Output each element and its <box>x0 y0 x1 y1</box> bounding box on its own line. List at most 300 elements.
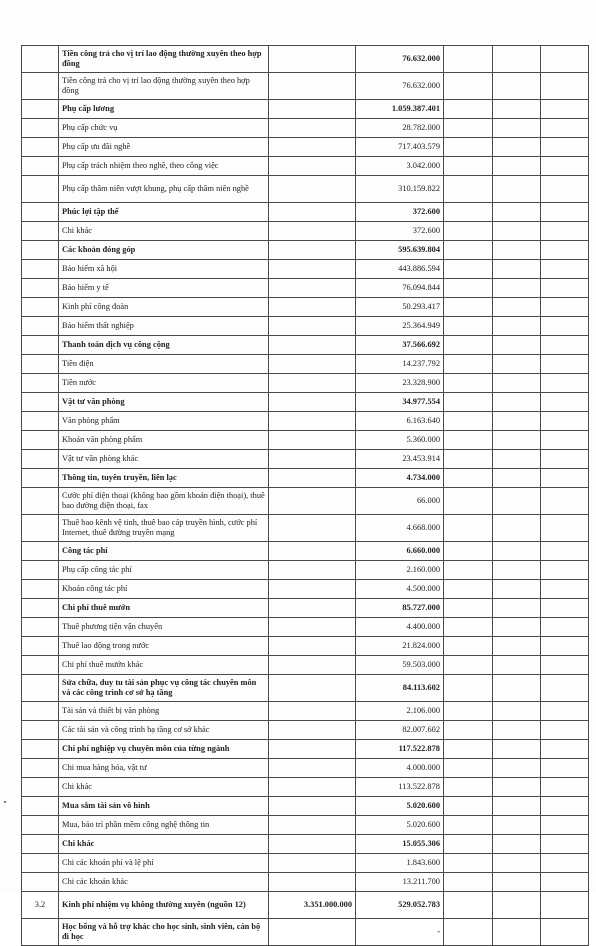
row-number-cell <box>22 138 59 157</box>
item-label-cell: Bảo hiểm xã hội <box>59 260 269 279</box>
row-number-cell <box>22 797 59 816</box>
empty-cell <box>493 892 541 919</box>
empty-cell <box>541 393 589 412</box>
empty-cell <box>541 542 589 561</box>
empty-cell <box>541 241 589 260</box>
empty-cell <box>444 222 493 241</box>
plan-amount-cell <box>269 203 356 222</box>
plan-amount-cell <box>269 488 356 515</box>
row-number-cell <box>22 919 59 946</box>
actual-amount-cell: 4.734.000 <box>356 469 444 488</box>
empty-cell <box>541 759 589 778</box>
actual-amount-cell: 717.403.579 <box>356 138 444 157</box>
empty-cell <box>541 450 589 469</box>
row-number-cell <box>22 203 59 222</box>
empty-cell <box>493 222 541 241</box>
empty-cell <box>493 469 541 488</box>
empty-cell <box>541 176 589 203</box>
empty-cell <box>444 778 493 797</box>
table-row <box>22 412 589 431</box>
empty-cell <box>444 702 493 721</box>
empty-cell <box>444 138 493 157</box>
empty-cell <box>493 721 541 740</box>
row-number-cell <box>22 580 59 599</box>
empty-cell <box>541 336 589 355</box>
plan-amount-cell <box>269 450 356 469</box>
plan-amount-cell <box>269 702 356 721</box>
actual-amount-cell: 2.106.000 <box>356 702 444 721</box>
plan-amount-cell <box>269 157 356 176</box>
table-row <box>22 46 589 73</box>
empty-cell <box>444 317 493 336</box>
empty-cell <box>444 393 493 412</box>
item-label-cell: Văn phòng phẩm <box>59 412 269 431</box>
actual-amount-cell: 84.113.602 <box>356 675 444 702</box>
plan-amount-cell <box>269 336 356 355</box>
empty-cell <box>444 816 493 835</box>
empty-cell <box>493 637 541 656</box>
actual-amount-cell: 595.639.804 <box>356 241 444 260</box>
item-label-cell: Chi các khoản phí và lệ phí <box>59 854 269 873</box>
empty-cell <box>444 46 493 73</box>
empty-cell <box>444 721 493 740</box>
plan-amount-cell <box>269 222 356 241</box>
table-row <box>22 222 589 241</box>
table-row <box>22 675 589 702</box>
table-row <box>22 336 589 355</box>
item-label-cell: Chi mua hàng hóa, vật tư <box>59 759 269 778</box>
empty-cell <box>541 656 589 675</box>
row-number-cell <box>22 450 59 469</box>
empty-cell <box>444 797 493 816</box>
empty-cell <box>493 816 541 835</box>
empty-cell <box>493 797 541 816</box>
plan-amount-cell <box>269 298 356 317</box>
actual-amount-cell: 85.727.000 <box>356 599 444 618</box>
table-row <box>22 176 589 203</box>
row-number-cell <box>22 637 59 656</box>
row-number-cell <box>22 656 59 675</box>
empty-cell <box>541 561 589 580</box>
empty-cell <box>493 412 541 431</box>
item-label-cell: Chi phí nghiệp vụ chuyên môn của từng ngành <box>59 740 269 759</box>
actual-amount-cell: 443.886.594 <box>356 260 444 279</box>
plan-amount-cell <box>269 73 356 100</box>
empty-cell <box>493 203 541 222</box>
table-row <box>22 740 589 759</box>
item-label-cell: Chi khác <box>59 778 269 797</box>
row-number-cell <box>22 721 59 740</box>
table-row <box>22 778 589 797</box>
item-label-cell: Tiền công trả cho vị trí lao động thường xuyên theo hợp đồng <box>59 46 269 73</box>
empty-cell <box>493 119 541 138</box>
empty-cell <box>444 260 493 279</box>
table-row <box>22 73 589 100</box>
empty-cell <box>444 515 493 542</box>
plan-amount-cell <box>269 656 356 675</box>
empty-cell <box>444 336 493 355</box>
row-number-cell <box>22 317 59 336</box>
item-label-cell: Các khoản đóng góp <box>59 241 269 260</box>
budget-table-body <box>22 46 589 946</box>
empty-cell <box>541 637 589 656</box>
empty-cell <box>493 355 541 374</box>
empty-cell <box>493 336 541 355</box>
empty-cell <box>444 241 493 260</box>
item-label-cell: Tài sản và thiết bị văn phòng <box>59 702 269 721</box>
actual-amount-cell: 310.159.822 <box>356 176 444 203</box>
empty-cell <box>493 919 541 946</box>
empty-cell <box>493 656 541 675</box>
table-row <box>22 157 589 176</box>
table-row <box>22 637 589 656</box>
empty-cell <box>493 873 541 892</box>
table-row <box>22 279 589 298</box>
empty-cell <box>493 778 541 797</box>
plan-amount-cell <box>269 675 356 702</box>
row-number-cell <box>22 241 59 260</box>
empty-cell <box>493 542 541 561</box>
plan-amount-cell <box>269 241 356 260</box>
plan-amount-cell <box>269 835 356 854</box>
row-number-cell <box>22 100 59 119</box>
empty-cell <box>444 100 493 119</box>
table-row <box>22 393 589 412</box>
empty-cell <box>493 580 541 599</box>
table-row <box>22 656 589 675</box>
empty-cell <box>541 873 589 892</box>
plan-amount-cell <box>269 100 356 119</box>
empty-cell <box>444 873 493 892</box>
table-row <box>22 854 589 873</box>
empty-cell <box>444 835 493 854</box>
empty-cell <box>493 138 541 157</box>
empty-cell <box>444 599 493 618</box>
actual-amount-cell: 1.059.387.401 <box>356 100 444 119</box>
actual-amount-cell: 15.055.306 <box>356 835 444 854</box>
plan-amount-cell <box>269 46 356 73</box>
actual-amount-cell: 23.328.900 <box>356 374 444 393</box>
table-row <box>22 835 589 854</box>
empty-cell <box>541 816 589 835</box>
plan-amount-cell <box>269 515 356 542</box>
empty-cell <box>444 355 493 374</box>
row-number-cell <box>22 835 59 854</box>
empty-cell <box>493 279 541 298</box>
empty-cell <box>493 740 541 759</box>
item-label-cell: Chi phí thuê mướn <box>59 599 269 618</box>
actual-amount-cell: 372.600 <box>356 203 444 222</box>
row-number-cell <box>22 222 59 241</box>
empty-cell <box>493 854 541 873</box>
actual-amount-cell: 76.632.000 <box>356 46 444 73</box>
table-row <box>22 797 589 816</box>
empty-cell <box>541 618 589 637</box>
empty-cell <box>444 919 493 946</box>
empty-cell <box>493 488 541 515</box>
item-label-cell: Tiền điện <box>59 355 269 374</box>
item-label-cell: Chi các khoản khác <box>59 873 269 892</box>
plan-amount-cell <box>269 138 356 157</box>
row-number-cell <box>22 336 59 355</box>
actual-amount-cell: 5.020.600 <box>356 816 444 835</box>
empty-cell <box>444 119 493 138</box>
actual-amount-cell: 25.364.949 <box>356 317 444 336</box>
item-label-cell: Chi phí thuê mướn khác <box>59 656 269 675</box>
empty-cell <box>444 157 493 176</box>
row-number-cell <box>22 515 59 542</box>
plan-amount-cell <box>269 260 356 279</box>
table-row <box>22 919 589 946</box>
item-label-cell: Học bổng và hỗ trợ khác cho học sinh, sinh viên, cán bộ đi học <box>59 919 269 946</box>
empty-cell <box>541 100 589 119</box>
empty-cell <box>541 488 589 515</box>
row-number-cell <box>22 260 59 279</box>
row-number-cell <box>22 702 59 721</box>
empty-cell <box>444 279 493 298</box>
table-row <box>22 203 589 222</box>
item-label-cell: Vật tư văn phòng khác <box>59 450 269 469</box>
table-row <box>22 721 589 740</box>
empty-cell <box>541 919 589 946</box>
empty-cell <box>493 393 541 412</box>
empty-cell <box>444 542 493 561</box>
table-row <box>22 599 589 618</box>
item-label-cell: Bảo hiểm thất nghiệp <box>59 317 269 336</box>
plan-amount-cell <box>269 873 356 892</box>
empty-cell <box>493 100 541 119</box>
table-row <box>22 488 589 515</box>
empty-cell <box>541 778 589 797</box>
actual-amount-cell: 34.977.554 <box>356 393 444 412</box>
actual-amount-cell: 37.566.692 <box>356 336 444 355</box>
empty-cell <box>444 675 493 702</box>
empty-cell <box>444 561 493 580</box>
actual-amount-cell: 6.163.640 <box>356 412 444 431</box>
table-row <box>22 100 589 119</box>
empty-cell <box>541 702 589 721</box>
empty-cell <box>444 469 493 488</box>
empty-cell <box>493 675 541 702</box>
row-number-cell <box>22 157 59 176</box>
empty-cell <box>444 892 493 919</box>
table-row <box>22 450 589 469</box>
item-label-cell: Phụ cấp ưu đãi nghề <box>59 138 269 157</box>
empty-cell <box>493 46 541 73</box>
table-row <box>22 580 589 599</box>
item-label-cell: Phúc lợi tập thể <box>59 203 269 222</box>
item-label-cell: Mua sắm tài sản vô hình <box>59 797 269 816</box>
plan-amount-cell <box>269 355 356 374</box>
table-row <box>22 515 589 542</box>
actual-amount-cell: 76.094.844 <box>356 279 444 298</box>
empty-cell <box>541 431 589 450</box>
empty-cell <box>493 374 541 393</box>
table-row <box>22 298 589 317</box>
plan-amount-cell <box>269 919 356 946</box>
row-number-cell <box>22 393 59 412</box>
empty-cell <box>541 317 589 336</box>
item-label-cell: Tiền công trả cho vị trí lao động thường xuyên theo hợp đồng <box>59 73 269 100</box>
plan-amount-cell <box>269 279 356 298</box>
empty-cell <box>444 73 493 100</box>
item-label-cell: Khoán công tác phí <box>59 580 269 599</box>
empty-cell <box>493 515 541 542</box>
empty-cell <box>444 656 493 675</box>
actual-amount-cell: 5.020.600 <box>356 797 444 816</box>
row-number-cell <box>22 298 59 317</box>
empty-cell <box>541 580 589 599</box>
actual-amount-cell: 5.360.000 <box>356 431 444 450</box>
row-number-cell <box>22 599 59 618</box>
plan-amount-cell <box>269 317 356 336</box>
table-row <box>22 355 589 374</box>
item-label-cell: Phụ cấp công tác phí <box>59 561 269 580</box>
item-label-cell: Chi khác <box>59 835 269 854</box>
empty-cell <box>541 203 589 222</box>
plan-amount-cell <box>269 618 356 637</box>
row-number-cell <box>22 561 59 580</box>
table-row <box>22 892 589 919</box>
table-row <box>22 119 589 138</box>
empty-cell <box>444 854 493 873</box>
row-number-cell <box>22 469 59 488</box>
empty-cell <box>541 599 589 618</box>
empty-cell <box>541 854 589 873</box>
row-number-cell <box>22 119 59 138</box>
row-number-cell <box>22 412 59 431</box>
row-number-cell <box>22 73 59 100</box>
empty-cell <box>541 892 589 919</box>
item-label-cell: Cước phí điện thoại (không bao gồm khoán điện thoại), thuê bao đường điện thoại, fax <box>59 488 269 515</box>
row-number-cell <box>22 759 59 778</box>
actual-amount-cell: 14.237.792 <box>356 355 444 374</box>
empty-cell <box>444 176 493 203</box>
actual-amount-cell: 4.668.000 <box>356 515 444 542</box>
plan-amount-cell <box>269 374 356 393</box>
empty-cell <box>541 355 589 374</box>
plan-amount-cell <box>269 721 356 740</box>
plan-amount-cell <box>269 176 356 203</box>
item-label-cell: Vật tư văn phòng <box>59 393 269 412</box>
empty-cell <box>444 431 493 450</box>
table-row <box>22 260 589 279</box>
empty-cell <box>541 469 589 488</box>
actual-amount-cell: - <box>356 919 444 946</box>
actual-amount-cell: 21.824.000 <box>356 637 444 656</box>
table-row <box>22 542 589 561</box>
row-number-cell: 3.2 <box>22 892 59 919</box>
item-label-cell: Thuê phương tiện vận chuyển <box>59 618 269 637</box>
empty-cell <box>541 260 589 279</box>
item-label-cell: Phụ cấp trách nhiệm theo nghề, theo công việc <box>59 157 269 176</box>
item-label-cell: Các tài sản và công trình hạ tầng cơ sở khác <box>59 721 269 740</box>
empty-cell <box>444 580 493 599</box>
item-label-cell: Sửa chữa, duy tu tài sản phục vụ công tác chuyên môn và các công trình cơ sở hạ tầng <box>59 675 269 702</box>
plan-amount-cell <box>269 740 356 759</box>
actual-amount-cell: 13.211.700 <box>356 873 444 892</box>
table-row <box>22 873 589 892</box>
row-number-cell <box>22 46 59 73</box>
plan-amount-cell <box>269 637 356 656</box>
empty-cell <box>541 797 589 816</box>
empty-cell <box>493 73 541 100</box>
table-row <box>22 759 589 778</box>
empty-cell <box>444 374 493 393</box>
plan-amount-cell <box>269 854 356 873</box>
item-label-cell: Tiền nước <box>59 374 269 393</box>
table-row <box>22 561 589 580</box>
item-label-cell: Mua, bảo trì phần mềm công nghệ thông tin <box>59 816 269 835</box>
item-label-cell: Phụ cấp lương <box>59 100 269 119</box>
actual-amount-cell: 117.522.878 <box>356 740 444 759</box>
empty-cell <box>444 488 493 515</box>
item-label-cell: Thanh toán dịch vụ công cộng <box>59 336 269 355</box>
empty-cell <box>493 599 541 618</box>
empty-cell <box>444 618 493 637</box>
empty-cell <box>444 759 493 778</box>
actual-amount-cell: 3.042.000 <box>356 157 444 176</box>
actual-amount-cell: 2.160.000 <box>356 561 444 580</box>
plan-amount-cell <box>269 542 356 561</box>
empty-cell <box>493 157 541 176</box>
empty-cell <box>493 176 541 203</box>
table-row <box>22 138 589 157</box>
table-row <box>22 241 589 260</box>
empty-cell <box>493 835 541 854</box>
empty-cell <box>541 374 589 393</box>
actual-amount-cell: 23.453.914 <box>356 450 444 469</box>
empty-cell <box>541 279 589 298</box>
table-row <box>22 702 589 721</box>
plan-amount-cell <box>269 431 356 450</box>
empty-cell <box>444 298 493 317</box>
item-label-cell: Thông tin, tuyên truyền, liên lạc <box>59 469 269 488</box>
row-number-cell <box>22 778 59 797</box>
item-label-cell: Kinh phí công đoàn <box>59 298 269 317</box>
empty-cell <box>493 759 541 778</box>
table-row <box>22 816 589 835</box>
plan-amount-cell <box>269 797 356 816</box>
item-label-cell: Khoán văn phòng phẩm <box>59 431 269 450</box>
empty-cell <box>493 561 541 580</box>
plan-amount-cell <box>269 816 356 835</box>
actual-amount-cell: 6.660.000 <box>356 542 444 561</box>
row-number-cell <box>22 279 59 298</box>
plan-amount-cell <box>269 759 356 778</box>
empty-cell <box>541 222 589 241</box>
actual-amount-cell: 82.007.602 <box>356 721 444 740</box>
empty-cell <box>541 515 589 542</box>
actual-amount-cell: 4.000.000 <box>356 759 444 778</box>
empty-cell <box>444 450 493 469</box>
empty-cell <box>444 203 493 222</box>
plan-amount-cell <box>269 561 356 580</box>
actual-amount-cell: 28.782.000 <box>356 119 444 138</box>
row-number-cell <box>22 176 59 203</box>
row-number-cell <box>22 816 59 835</box>
empty-cell <box>541 298 589 317</box>
empty-cell <box>541 138 589 157</box>
plan-amount-cell <box>269 599 356 618</box>
item-label-cell: Công tác phí <box>59 542 269 561</box>
item-label-cell: Thuê bao kênh vệ tinh, thuê bao cáp truyền hình, cước phí Internet, thuê đường truyền mạng <box>59 515 269 542</box>
row-number-cell <box>22 355 59 374</box>
plan-amount-cell <box>269 119 356 138</box>
row-number-cell <box>22 488 59 515</box>
empty-cell <box>541 119 589 138</box>
empty-cell <box>493 298 541 317</box>
